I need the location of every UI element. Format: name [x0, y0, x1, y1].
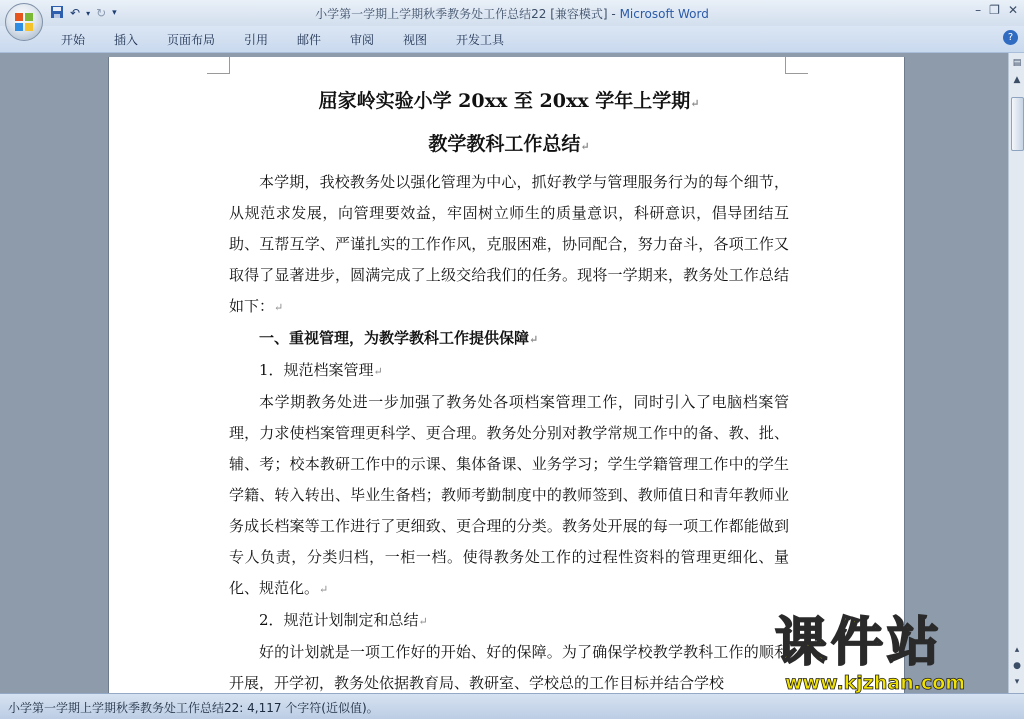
browse-object-icon[interactable]: ●	[1013, 661, 1021, 671]
title-bar	[0, 0, 1024, 26]
office-button[interactable]	[5, 3, 43, 41]
previous-page-icon[interactable]: ▴	[1014, 645, 1020, 655]
paragraph-archive: 本学期教务处进一步加强了教务处各项档案管理工作，同时引入了电脑档案管理，力求使档案管理更科学、更合理。教务处分别对教学常规工作中的备、教、批、辅、考；校本教研工作中的示课、集体备课、业务学习；学生学籍管理工作中的学生学籍、转入转出、毕业生备档；教师考勤制度中的教师签到、教师值日和青年教师业务成长档案等工作进行了更细致、更合理的分类。教务处开展的每一项工作都能做到专人负责，分类归档，一柜一档。使得教务处工作的过程性资料的管理更细化、量化、规范化。↵	[229, 393, 789, 597]
ruler-toggle-icon[interactable]: ▤	[1012, 58, 1022, 68]
subheading-1: 1．规范档案管理↵	[259, 361, 383, 379]
tab-page-layout[interactable]: 页面布局	[167, 33, 216, 47]
window-controls	[975, 3, 1018, 17]
watermark-url: www.kjzhan.com	[785, 672, 966, 694]
redo-icon[interactable]: ↻	[96, 6, 107, 20]
watermark-logo	[775, 614, 1005, 694]
scroll-thumb[interactable]	[1011, 97, 1024, 151]
paragraph-intro: 本学期，我校教务处以强化管理为中心，抓好教学与管理服务行为的每个细节，从规范求发展，向管理要效益，牢固树立师生的质量意识，科研意识，倡导团结互助、互帮互学、严谨扎实的工作作风，克服困难，协同配合，努力奋斗，各项工作又取得了显著进步，圆满完成了上级交给我们的任务。现将一学期来，教务处工作总结如下：↵	[229, 173, 789, 315]
dropdown-icon[interactable]: ▾	[86, 8, 91, 18]
section-heading-1: 一、重视管理，为教学教科工作提供保障↵	[259, 329, 539, 347]
tab-mailings[interactable]: 邮件	[297, 33, 322, 47]
scroll-up-icon[interactable]: ▲	[1013, 75, 1021, 85]
ribbon-tab-bar	[0, 26, 1024, 53]
office-logo-icon	[15, 13, 33, 31]
tab-insert[interactable]: 插入	[114, 33, 139, 47]
tab-view[interactable]: 视图	[403, 33, 428, 47]
title-separator: -	[607, 7, 620, 21]
document-title: 小学第一学期上学期秋季教务处工作总结22 [兼容模式]	[315, 7, 608, 21]
subheading-2: 2．规范计划制定和总结↵	[259, 611, 428, 629]
close-icon[interactable]: ✕	[1007, 3, 1018, 17]
status-text: 小学第一学期上学期秋季教务处工作总结22: 4,117 个字符(近似值)。	[8, 701, 379, 715]
document-body[interactable]	[229, 81, 789, 699]
undo-icon[interactable]: ↶	[70, 6, 81, 20]
minimize-icon[interactable]: –	[975, 3, 982, 17]
crop-mark-top-right	[785, 57, 808, 74]
document-page[interactable]	[109, 57, 904, 697]
restore-icon[interactable]: ❐	[989, 3, 1000, 17]
paragraph-plan: 好的计划就是一项工作好的开始、好的保障。为了确保学校教学教科工作的顺利开展，开学初，教务处依据教育局、教研室、学校总的工作目标并结合学校	[229, 643, 789, 692]
window-title	[0, 5, 1024, 22]
status-bar	[0, 693, 1024, 719]
tab-home[interactable]: 开始	[61, 33, 86, 47]
customize-qat-icon[interactable]: ▾	[112, 8, 117, 18]
crop-mark-top-left	[207, 57, 230, 74]
watermark-text: 课件站	[775, 613, 944, 673]
tab-review[interactable]: 审阅	[350, 33, 375, 47]
tab-developer[interactable]: 开发工具	[456, 33, 505, 47]
tab-references[interactable]: 引用	[244, 33, 269, 47]
app-name: Microsoft Word	[619, 7, 709, 21]
help-icon[interactable]: ?	[1003, 30, 1018, 45]
doc-title-line2: 教学教科工作总结↵	[428, 133, 590, 155]
next-page-icon[interactable]: ▾	[1014, 677, 1020, 687]
document-workspace	[0, 53, 1008, 693]
doc-title-line1: 屈家岭实验小学 20xx 至 20xx 学年上学期↵	[318, 90, 700, 112]
vertical-scrollbar[interactable]	[1008, 53, 1024, 693]
